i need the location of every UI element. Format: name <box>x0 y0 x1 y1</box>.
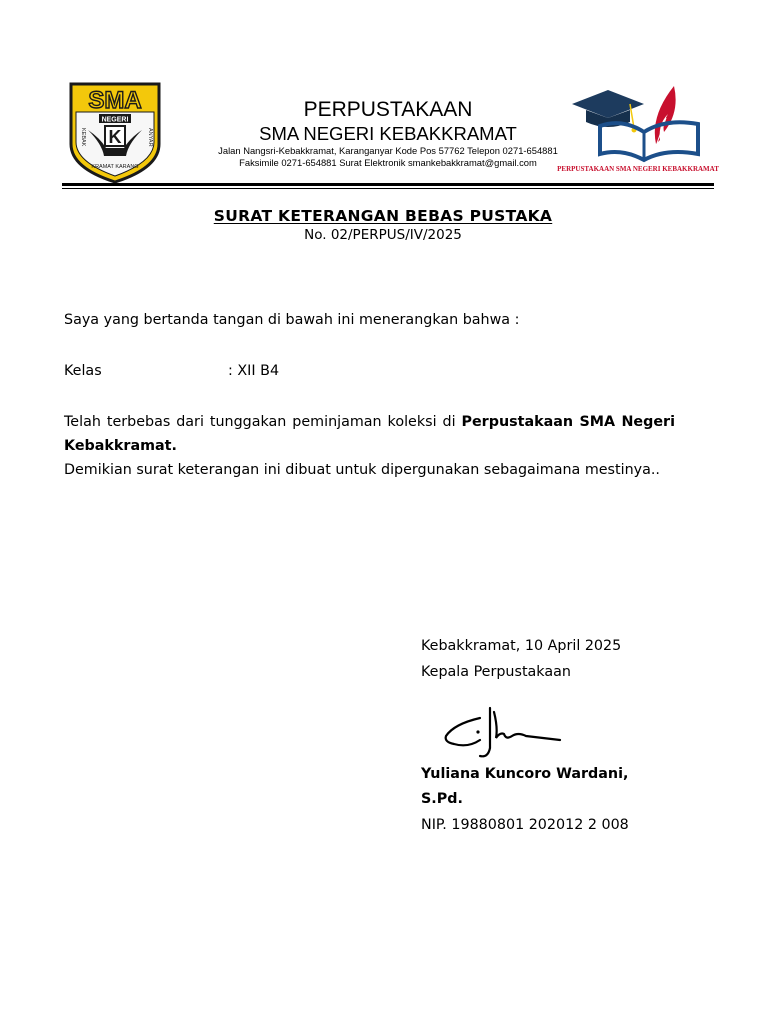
class-value: : XII B4 <box>228 363 280 379</box>
svg-text:NEGERI: NEGERI <box>101 116 129 124</box>
letterhead-rule-thick <box>62 183 714 186</box>
svg-text:KRAMAT KARANG: KRAMAT KARANG <box>91 164 139 170</box>
svg-text:K: K <box>108 127 122 147</box>
letterhead-title: PERPUSTAKAAN <box>303 98 473 121</box>
closing-paragraph: Demikian surat keterangan ini dibuat untuk dipergunakan sebagaimana mestinya.. <box>64 462 660 478</box>
handwritten-signature <box>440 704 568 764</box>
statement-paragraph <box>64 410 675 458</box>
letterhead-school-name: SMA NEGERI KEBAKKRAMAT <box>259 123 517 144</box>
document-number: No. 02/PERPUS/IV/2025 <box>304 227 462 243</box>
library-name-bold: Perpustakaan SMA Negeri Kebakkramat. <box>64 414 675 454</box>
class-label: Kelas <box>64 363 102 379</box>
intro-text: Saya yang bertanda tangan di bawah ini menerangkan bahwa : <box>64 312 520 328</box>
place-date: Kebakkramat, 10 April 2025 <box>421 638 622 654</box>
statement-text: Telah terbebas dari tunggakan peminjaman koleksi di <box>64 414 462 430</box>
signer-role: Kepala Perpustakaan <box>421 664 571 680</box>
school-logo-icon <box>68 82 162 184</box>
document-title <box>100 206 666 226</box>
svg-text:SMA: SMA <box>88 87 142 114</box>
svg-text:ANYAR: ANYAR <box>147 128 153 147</box>
svg-text:PERPUSTAKAAN SMA NEGERI KEBAKK: PERPUSTAKAAN SMA NEGERI KEBAKKRAMAT <box>557 165 719 173</box>
letterhead-contact: Faksimile 0271-654881 Surat Elektronik smankebakkramat@gmail.com <box>239 157 537 168</box>
letterhead-rule-thin <box>62 188 714 189</box>
signer-name: Yuliana Kuncoro Wardani, S.Pd. <box>421 766 629 807</box>
library-logo-icon <box>557 82 719 174</box>
letterhead-address: Jalan Nangsri-Kebakkramat, Karanganyar Kode Pos 57762 Telepon 0271-654881 <box>218 145 558 156</box>
signer-nip: NIP. 19880801 202012 2 008 <box>421 817 629 833</box>
document-title-text: SURAT KETERANGAN BEBAS PUSTAKA <box>213 207 553 225</box>
svg-text:KEBAK: KEBAK <box>80 128 86 147</box>
